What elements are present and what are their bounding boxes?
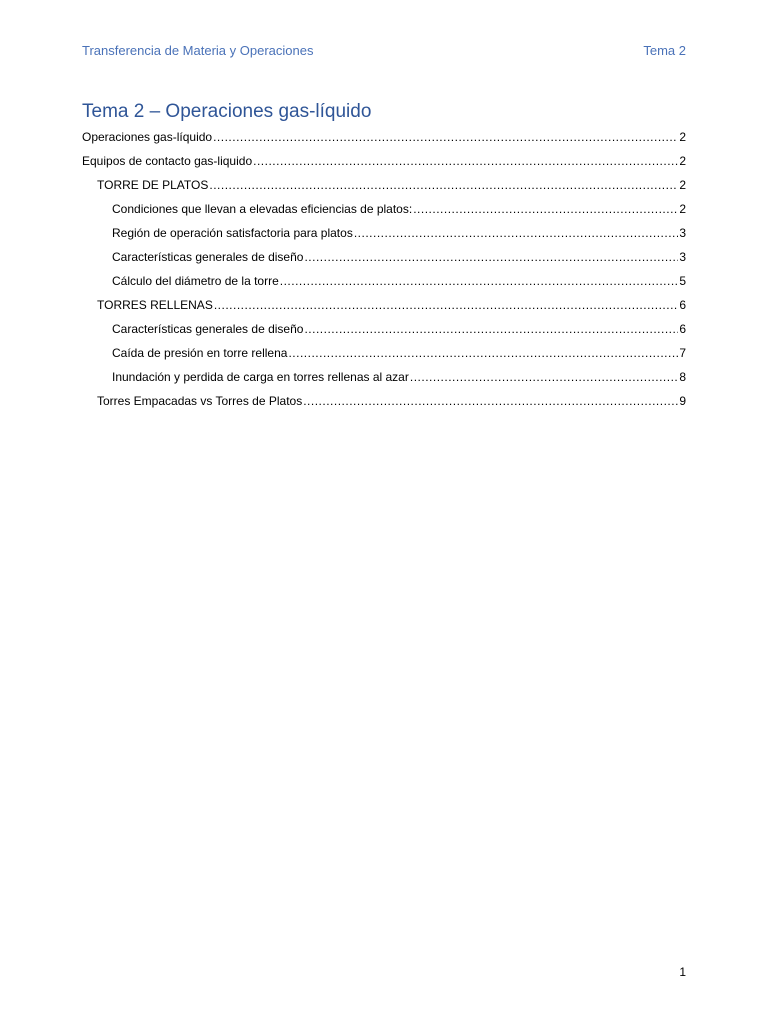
toc-dot-leader	[410, 365, 678, 389]
toc-entry-text[interactable]: Inundación y perdida de carga en torres rellenas al azar	[112, 370, 409, 384]
toc-dot-leader	[209, 173, 678, 197]
toc-entry[interactable]	[82, 221, 686, 245]
toc-page-number[interactable]: 2	[679, 154, 686, 168]
toc-entry-text[interactable]: Equipos de contacto gas-liquido	[82, 154, 253, 168]
toc-entry[interactable]	[82, 389, 686, 413]
toc-entry[interactable]	[82, 173, 686, 197]
toc-dot-leader	[303, 389, 678, 413]
toc-entry-text[interactable]: Cálculo del diámetro de la torre	[112, 274, 279, 288]
footer-page-number: 1	[679, 965, 686, 979]
toc-entry[interactable]	[82, 245, 686, 269]
toc-entry-text[interactable]: Torres Empacadas vs Torres de Platos	[97, 394, 303, 408]
toc-entry[interactable]	[82, 125, 686, 149]
toc-dot-leader	[214, 293, 678, 317]
toc-page-number[interactable]: 2	[679, 130, 686, 144]
header-chapter-label: Tema 2	[643, 43, 686, 58]
toc-page-number[interactable]: 6	[679, 322, 686, 336]
toc-entry-text[interactable]: Operaciones gas-líquido	[82, 130, 213, 144]
toc-entry-text[interactable]: Características generales de diseño	[112, 322, 304, 336]
toc-page-number[interactable]: 7	[679, 346, 686, 360]
toc-page-number[interactable]: 3	[679, 250, 686, 264]
toc-entry-text[interactable]: TORRES RELLENAS	[97, 298, 213, 312]
toc-page-number[interactable]: 5	[679, 274, 686, 288]
toc-entry-text[interactable]: Región de operación satisfactoria para platos	[112, 226, 353, 240]
table-of-contents	[82, 125, 686, 413]
toc-page-number[interactable]: 3	[679, 226, 686, 240]
toc-page-number[interactable]: 6	[679, 298, 686, 312]
toc-page-number[interactable]: 2	[679, 202, 686, 216]
toc-entry[interactable]	[82, 317, 686, 341]
toc-entry[interactable]	[82, 197, 686, 221]
toc-entry-text[interactable]: TORRE DE PLATOS	[97, 178, 209, 192]
toc-entry-text[interactable]: Caída de presión en torre rellena	[112, 346, 288, 360]
toc-entry[interactable]	[82, 365, 686, 389]
toc-dot-leader	[304, 317, 678, 341]
toc-dot-leader	[354, 221, 678, 245]
toc-dot-leader	[288, 341, 678, 365]
toc-dot-leader	[213, 125, 678, 149]
toc-entry-text[interactable]: Características generales de diseño	[112, 250, 304, 264]
toc-dot-leader	[253, 149, 678, 173]
toc-page-number[interactable]: 2	[679, 178, 686, 192]
page-title: Tema 2 – Operaciones gas-líquido	[82, 101, 372, 122]
header-document-title: Transferencia de Materia y Operaciones	[82, 43, 314, 58]
page-header	[82, 43, 686, 61]
toc-entry[interactable]	[82, 149, 686, 173]
toc-page-number[interactable]: 8	[679, 370, 686, 384]
toc-page-number[interactable]: 9	[679, 394, 686, 408]
toc-dot-leader	[413, 197, 678, 221]
toc-entry[interactable]	[82, 293, 686, 317]
toc-dot-leader	[304, 245, 678, 269]
toc-entry[interactable]	[82, 269, 686, 293]
toc-dot-leader	[280, 269, 679, 293]
toc-entry[interactable]	[82, 341, 686, 365]
toc-entry-text[interactable]: Condiciones que llevan a elevadas eficiencias de platos:	[112, 202, 413, 216]
